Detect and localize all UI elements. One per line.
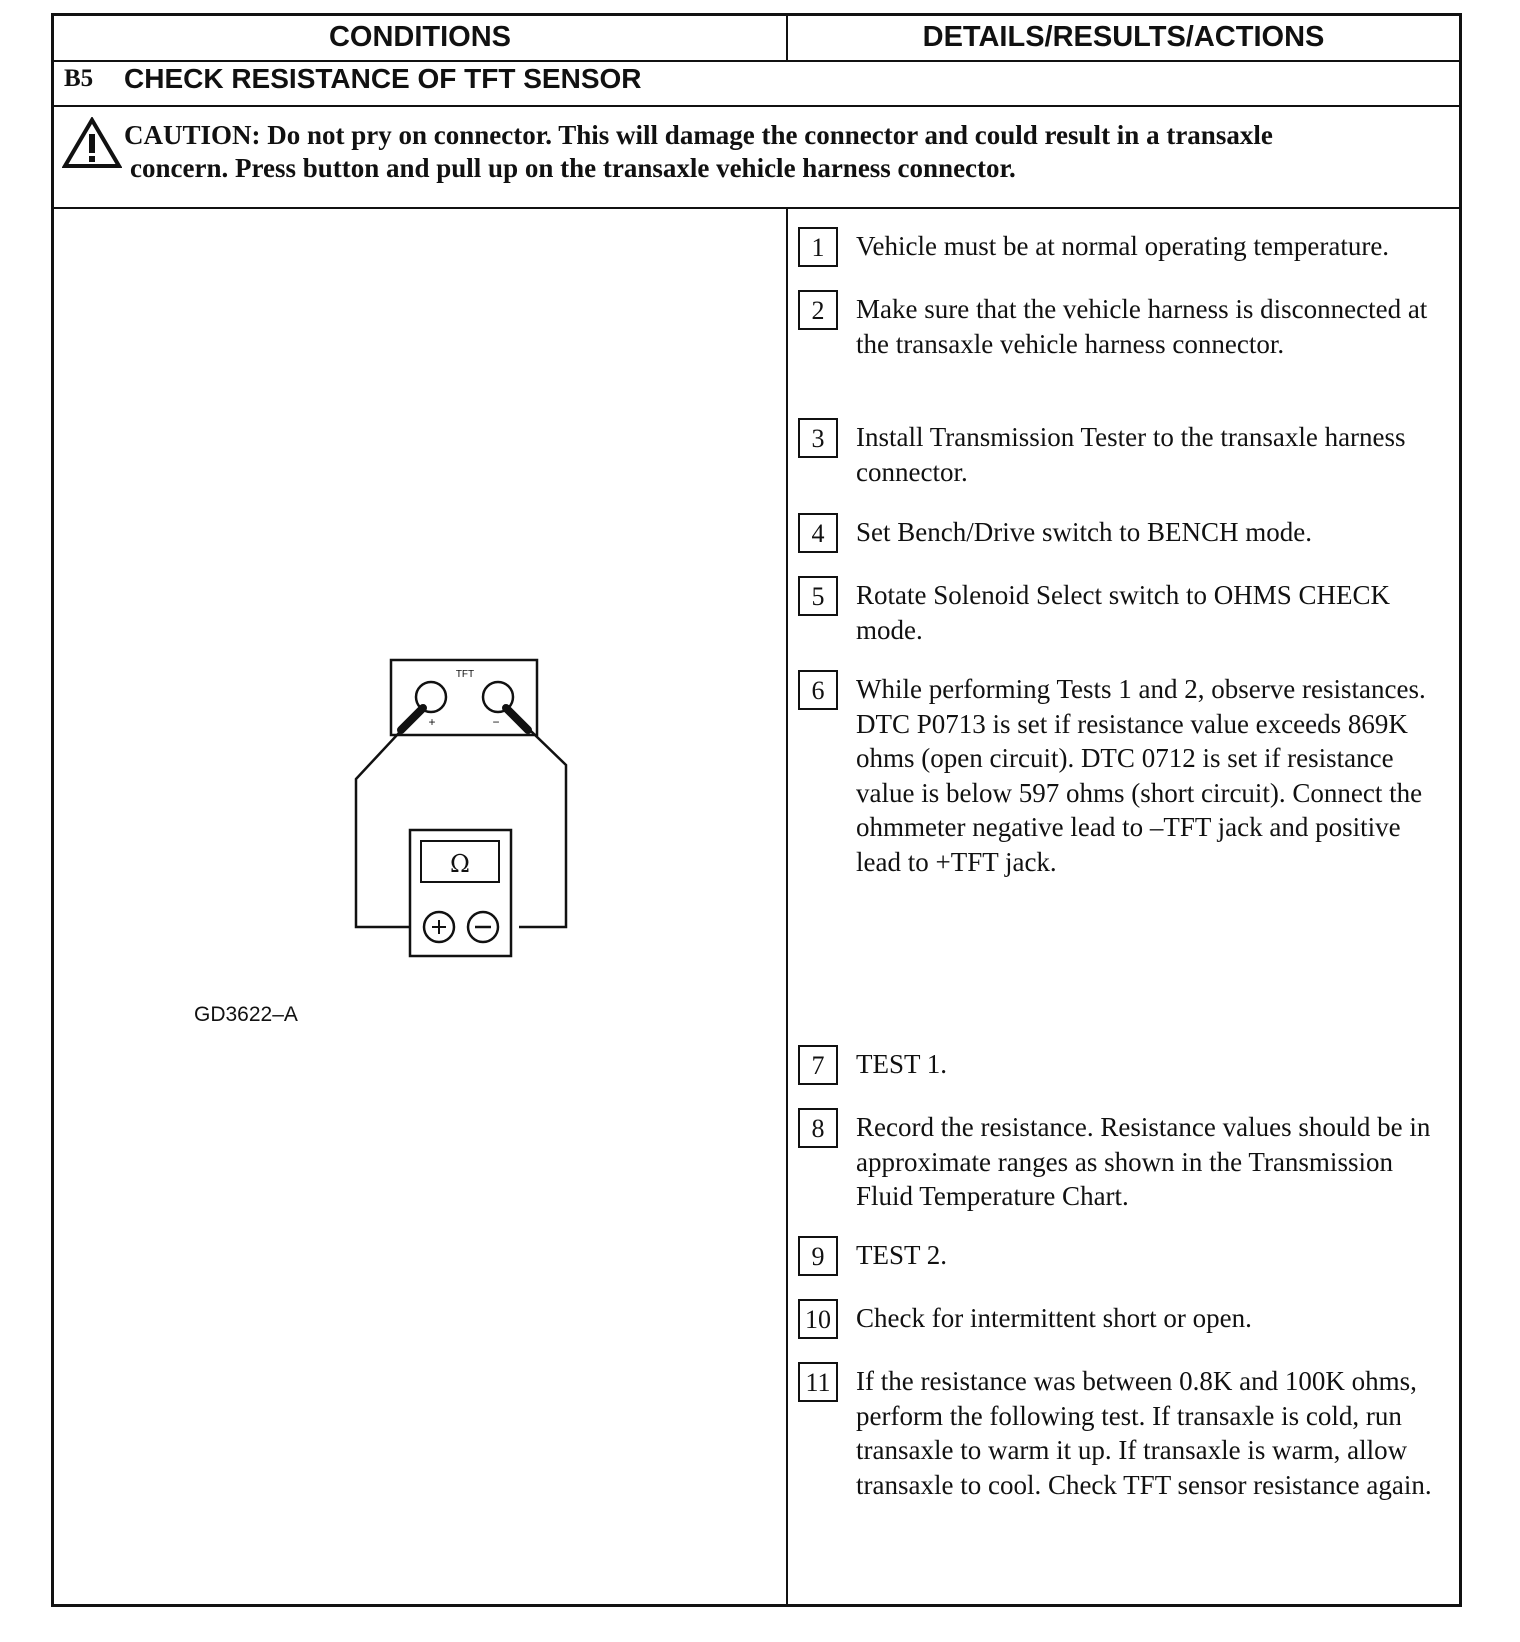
tft-connector-label: TFT: [455, 669, 475, 680]
caution-line-1: CAUTION: Do not pry on connector. This will damage the connector and could result in a transaxle: [124, 120, 1273, 150]
negative-probe: [506, 708, 528, 730]
details-header: DETAILS/RESULTS/ACTIONS: [922, 21, 1325, 53]
step-text: While performing Tests 1 and 2, observe resistances. DTC P0713 is set if resistance value exceeds 869K ohms (open circuit). DTC 0712 is set if resistance value is below 597 ohms (short circuit). Connect the ohmmeter negative lead to –TFT jack and positive lead to +TFT jack.: [856, 674, 1426, 877]
ohmmeter-diagram: [344, 647, 604, 977]
positive-probe: [401, 708, 423, 730]
step-number: 1: [798, 227, 838, 267]
step-number: 10: [798, 1299, 838, 1339]
procedure-table: [51, 13, 1462, 1607]
step-number: 9: [798, 1236, 838, 1276]
conditions-header: CONDITIONS: [54, 16, 788, 60]
step-text: Make sure that the vehicle harness is disconnected at the transaxle vehicle harness connector.: [856, 294, 1428, 359]
step-title: CHECK RESISTANCE OF TFT SENSOR: [124, 63, 642, 94]
step-text: Check for intermittent short or open.: [856, 1303, 1252, 1333]
caution-row: [54, 105, 1459, 209]
step-number: 4: [798, 513, 838, 553]
step-number: 7: [798, 1045, 838, 1085]
step-number: 5: [798, 576, 838, 616]
step-text: TEST 1.: [856, 1049, 948, 1079]
step-text: Set Bench/Drive switch to BENCH mode.: [856, 517, 1312, 547]
step-number: 2: [798, 290, 838, 330]
step-number: 11: [798, 1362, 838, 1402]
figure-id: GD3622–A: [194, 1003, 298, 1026]
step-text: Record the resistance. Resistance values should be in approximate ranges as shown in the Transmission Fluid Temperature Chart.: [856, 1112, 1431, 1211]
step-title-row: [54, 60, 1459, 107]
caution-line-2: concern. Press button and pull up on the transaxle vehicle harness connector.: [130, 153, 1016, 183]
table-header: [54, 16, 1459, 62]
negative-lead: [504, 705, 566, 927]
step-number: 6: [798, 670, 838, 710]
table-body: [54, 207, 1459, 1604]
step-text: Rotate Solenoid Select switch to OHMS CHECK mode.: [856, 580, 1390, 645]
step-code: B5: [64, 65, 94, 92]
step-text: Vehicle must be at normal operating temperature.: [856, 231, 1390, 261]
plus-jack-label: +: [428, 715, 436, 729]
warning-triangle-icon: [62, 117, 122, 169]
step-text: If the resistance was between 0.8K and 100K ohms, perform the following test. If transaxle is cold, run transaxle to warm it up. If transaxle is warm, allow transaxle to cool. Check TFT sensor resistance again.: [856, 1366, 1432, 1500]
caution-text: [124, 119, 1444, 185]
step-text: Install Transmission Tester to the transaxle harness connector.: [856, 422, 1406, 487]
step-number: 3: [798, 418, 838, 458]
minus-jack-label: −: [492, 715, 500, 729]
ohm-symbol: Ω: [450, 850, 470, 878]
step-number: 8: [798, 1108, 838, 1148]
column-divider: [786, 207, 788, 1604]
step-text: TEST 2.: [856, 1240, 948, 1270]
